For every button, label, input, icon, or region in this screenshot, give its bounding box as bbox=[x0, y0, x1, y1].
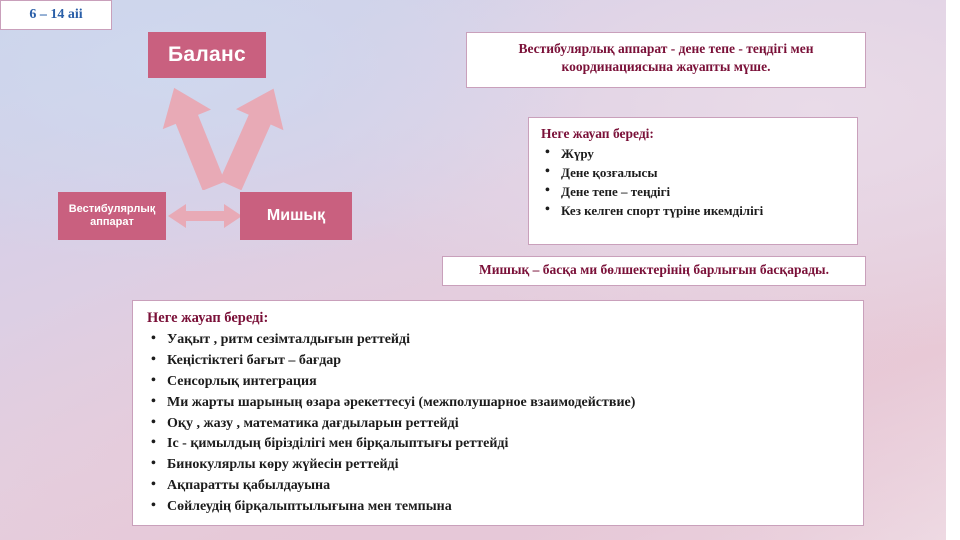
age-range-box bbox=[0, 0, 112, 30]
arrow-vestibular-mishyk-double bbox=[168, 202, 242, 230]
vestibular-functions-title: Неге жауап береді: bbox=[541, 126, 654, 141]
node-vestibular-apparatus bbox=[58, 192, 166, 240]
node-cerebellum bbox=[240, 192, 352, 240]
vestibular-functions-box bbox=[528, 117, 858, 245]
vestibular-definition-text: Вестибулярлық аппарат - дене тепе - теңдігі мен координациясына жауапты мүше. bbox=[518, 41, 814, 74]
node-balans-label: Баланс bbox=[168, 42, 246, 66]
cerebellum-functions-box bbox=[132, 300, 864, 526]
cerebellum-functions-title: Неге жауап береді: bbox=[147, 310, 269, 326]
list-item: • Іс - қимылдың бірізділігі мен бірқалыптығы реттейді bbox=[147, 435, 851, 454]
list-item: • Сөйлеудің бірқалыптылығына мен темпына bbox=[147, 498, 851, 517]
list-item: • Ми жарты шарының өзара әрекеттесуі (межполушарное взаимодействие) bbox=[147, 394, 851, 413]
arrow-mishyk-to-balans bbox=[208, 84, 298, 190]
cerebellum-functions-list bbox=[147, 331, 851, 517]
vestibular-definition-box bbox=[466, 32, 866, 88]
list-item: • Бинокулярлы көру жүйесін реттейді bbox=[147, 456, 851, 475]
list-item: • Кез келген спорт түріне икемділігі bbox=[541, 202, 847, 219]
list-item: • Жүру bbox=[541, 145, 847, 162]
node-cerebellum-label: Мишық bbox=[266, 206, 326, 224]
cerebellum-definition-text: Мишық – басқа ми бөлшектерінің барлығын басқарады. bbox=[479, 262, 829, 277]
list-item: • Сенсорлық интеграция bbox=[147, 373, 851, 392]
cerebellum-definition-box bbox=[442, 256, 866, 286]
list-item: • Оқу , жазу , математика дағдыларын реттейді bbox=[147, 415, 851, 434]
age-range-label: 6 – 14 аii bbox=[29, 7, 83, 22]
node-balans bbox=[148, 32, 266, 78]
list-item: • Дене тепе – теңдігі bbox=[541, 183, 847, 200]
list-item: • Ақпаратты қабылдауына bbox=[147, 477, 851, 496]
list-item: • Дене қозғалысы bbox=[541, 164, 847, 181]
list-item: • Уақыт , ритм сезімталдығын реттейді bbox=[147, 331, 851, 350]
list-item: • Кеңістіктегі бағыт – бағдар bbox=[147, 352, 851, 371]
node-vestibular-label: Вестибулярлық аппарат bbox=[68, 203, 156, 228]
vestibular-functions-list bbox=[541, 145, 847, 220]
